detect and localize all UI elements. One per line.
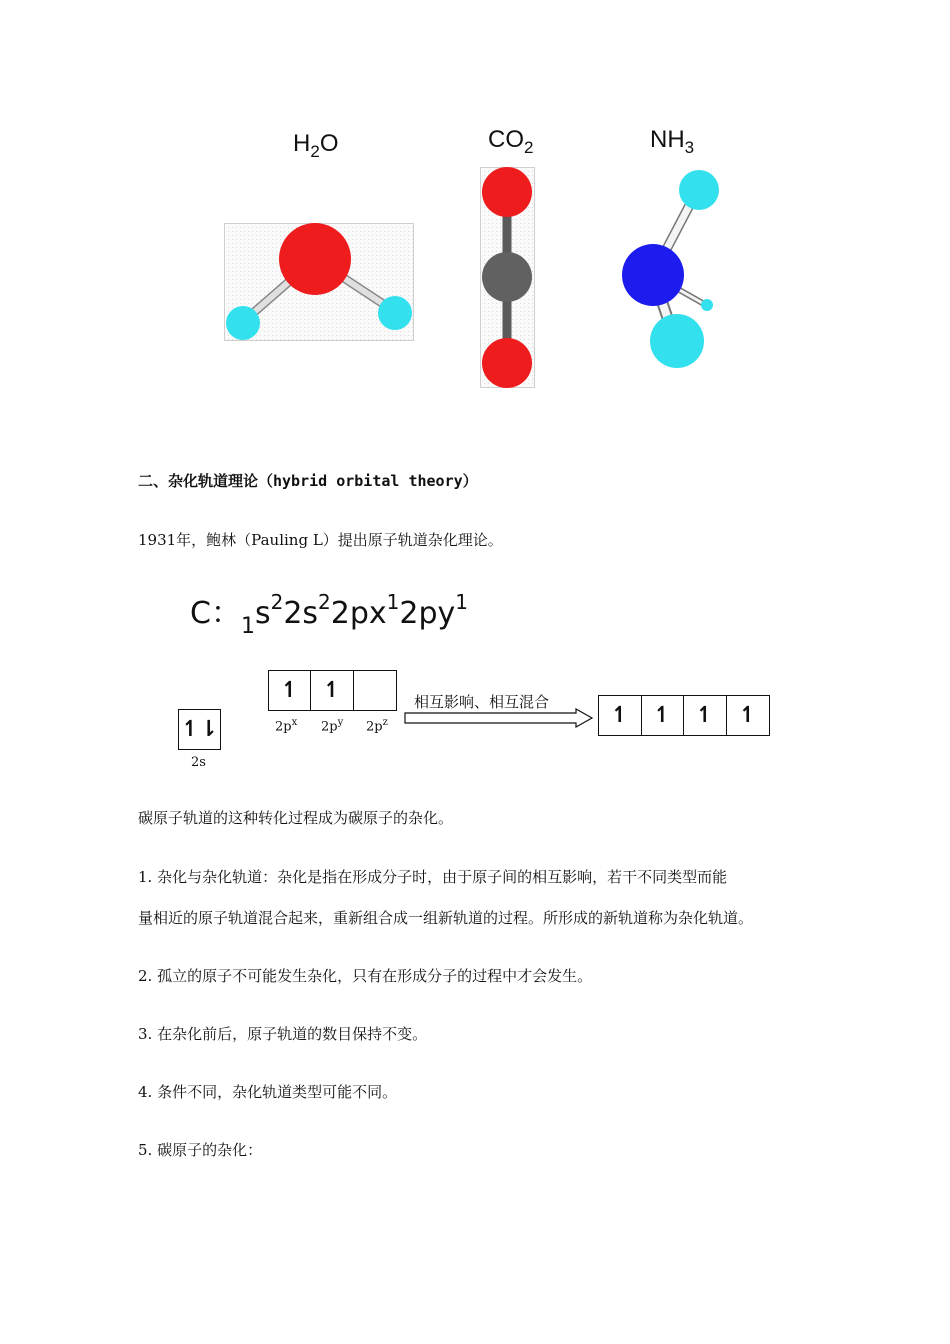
orbital-2s-label: 2s <box>191 755 206 770</box>
nh3-model-image <box>610 165 730 377</box>
orbital-2px-label: $2p^x$ <box>275 717 298 735</box>
summary-paragraph: 碳原子轨道的这种转化过程成为碳原子的杂化。 <box>138 809 454 827</box>
orbital-2pz-label: $2p^z$ <box>366 717 388 735</box>
orbital-2py-label: $2p^y$ <box>321 717 344 735</box>
orbital-2p-box <box>268 670 397 711</box>
hydrogen-atom-left <box>226 306 260 340</box>
co2-label: $CO_2$ <box>488 126 534 157</box>
point-5: 5. 碳原子的杂化： <box>138 1141 263 1159</box>
co2-model-image <box>480 167 536 389</box>
point-1-line-1: 1. 杂化与杂化轨道：杂化是指在形成分子时，由于原子间的相互影响，若干不同类型而能 <box>138 868 728 886</box>
electron-configuration: C：$_1s^22s^22px^12py^1$ <box>190 590 469 639</box>
h2o-label: $H_2O$ <box>293 130 339 161</box>
oxygen-atom-bottom <box>482 338 532 388</box>
point-4: 4. 条件不同，杂化轨道类型可能不同。 <box>138 1083 398 1101</box>
oxygen-atom-top <box>482 167 532 217</box>
orbital-2s-box <box>178 709 221 750</box>
hydrogen-atom-front <box>650 314 704 368</box>
hybrid-orbital-cell: ↿ <box>599 696 642 735</box>
point-3: 3. 在杂化前后，原子轨道的数目保持不变。 <box>138 1025 428 1043</box>
orbital-2py-cell: ↿ <box>311 671 353 710</box>
h2o-model-image <box>224 223 414 341</box>
hybrid-orbitals-box <box>598 695 770 736</box>
hydrogen-atom-right <box>378 296 412 330</box>
orbital-2s-electrons: ↿⇂ <box>181 717 218 742</box>
hydrogen-atom-back <box>701 299 713 311</box>
nh3-label: $NH_3$ <box>650 126 695 157</box>
orbital-2px-cell: ↿ <box>269 671 311 710</box>
hydrogen-atom-top <box>679 170 719 210</box>
hybridization-arrow-label: 相互影响、相互混合 <box>414 693 550 711</box>
nitrogen-atom <box>622 244 684 306</box>
hybridization-arrow-icon <box>404 708 594 728</box>
point-1-line-2: 量相近的原子轨道混合起来，重新组合成一组新轨道的过程。所形成的新轨道称为杂化轨道。 <box>138 909 754 927</box>
point-2: 2. 孤立的原子不可能发生杂化，只有在形成分子的过程中才会发生。 <box>138 967 593 985</box>
section-heading: 二、杂化轨道理论（hybrid orbital theory） <box>138 472 478 490</box>
oxygen-atom <box>279 223 351 295</box>
hybrid-orbital-cell: ↿ <box>684 696 727 735</box>
orbital-2pz-cell <box>354 671 396 710</box>
intro-paragraph: 1931年，鲍林（Pauling L）提出原子轨道杂化理论。 <box>138 531 503 549</box>
hybrid-orbital-cell: ↿ <box>642 696 685 735</box>
hybrid-orbital-cell: ↿ <box>738 703 757 728</box>
carbon-atom <box>482 252 532 302</box>
